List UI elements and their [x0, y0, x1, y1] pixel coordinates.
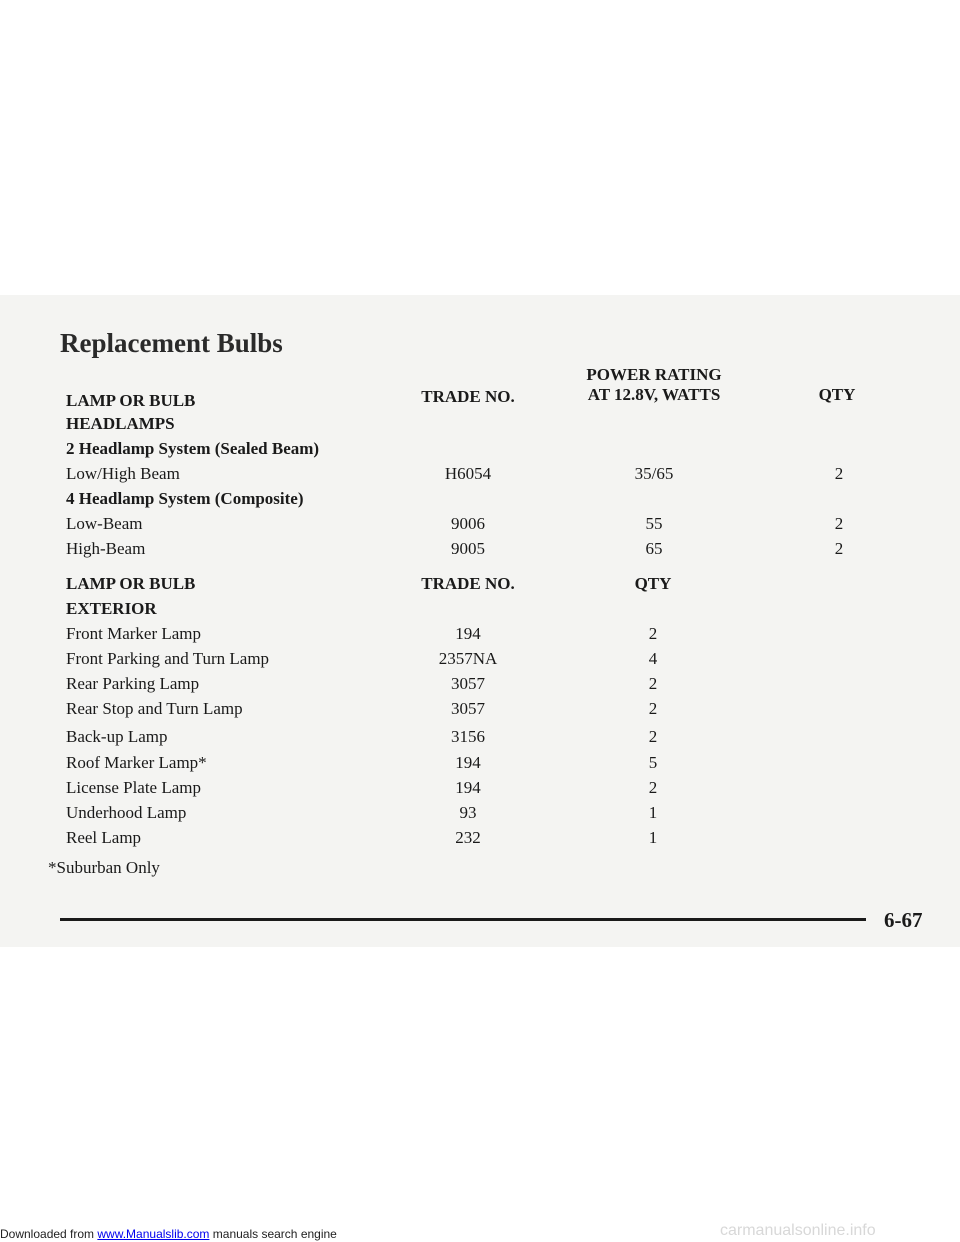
manualslib-link[interactable]: www.Manualslib.com: [97, 1227, 210, 1241]
row-trade: 194: [455, 753, 481, 772]
row-name: High-Beam: [66, 539, 146, 558]
row-name: License Plate Lamp: [66, 778, 202, 797]
header-lamp-or-bulb-exterior: LAMP OR BULB: [66, 574, 196, 593]
page-title: Replacement Bulbs: [60, 328, 283, 358]
row-trade: 194: [455, 778, 481, 797]
row-trade: 232: [455, 828, 481, 847]
header-trade-no: TRADE NO.: [421, 387, 515, 406]
row-trade: 9006: [451, 514, 485, 533]
row-power: 55: [645, 514, 663, 533]
row-qty: 2: [648, 674, 658, 693]
section-exterior: EXTERIOR: [66, 599, 157, 618]
row-name: Rear Stop and Turn Lamp: [66, 699, 243, 718]
row-qty: 1: [648, 803, 658, 822]
row-trade: 2357NA: [438, 649, 498, 668]
row-qty: 5: [648, 753, 658, 772]
row-qty: 2: [834, 539, 844, 558]
row-qty: 2: [648, 699, 658, 718]
row-qty: 2: [648, 727, 658, 746]
footer-rule: [60, 918, 866, 921]
row-trade: H6054: [444, 464, 492, 483]
header-lamp-or-bulb: LAMP OR BULB: [66, 391, 196, 410]
header-qty: QTY: [818, 385, 856, 404]
row-name: Back-up Lamp: [66, 727, 168, 746]
row-name: Low/High Beam: [66, 464, 180, 483]
row-qty: 4: [648, 649, 658, 668]
watermark: carmanualsonline.info: [720, 1222, 876, 1239]
header-power-rating-line1: POWER RATING: [586, 365, 722, 384]
footnote: *Suburban Only: [48, 858, 160, 877]
row-power: 35/65: [634, 464, 674, 483]
row-name: Front Parking and Turn Lamp: [66, 649, 270, 668]
row-name: Low-Beam: [66, 514, 143, 533]
header-power-rating-line2: AT 12.8V, WATTS: [587, 385, 721, 404]
row-power: 65: [645, 539, 663, 558]
row-name: Front Marker Lamp: [66, 624, 202, 643]
row-trade: 3057: [451, 674, 485, 693]
row-trade: 93: [459, 803, 477, 822]
row-qty: 2: [648, 624, 658, 643]
group-4-headlamp-system: 4 Headlamp System (Composite): [66, 489, 304, 508]
group-2-headlamp-system: 2 Headlamp System (Sealed Beam): [66, 439, 320, 458]
row-name: Roof Marker Lamp*: [66, 753, 207, 772]
row-name: Rear Parking Lamp: [66, 674, 200, 693]
row-name: Reel Lamp: [66, 828, 142, 847]
row-trade: 3156: [451, 727, 485, 746]
row-qty: 2: [834, 514, 844, 533]
row-trade: 9005: [451, 539, 485, 558]
row-qty: 1: [648, 828, 658, 847]
footer-suffix: manuals search engine: [209, 1227, 337, 1241]
row-qty: 2: [834, 464, 844, 483]
header-qty-exterior: QTY: [634, 574, 672, 593]
section-headlamps: HEADLAMPS: [66, 414, 175, 433]
row-trade: 194: [455, 624, 481, 643]
header-trade-no-exterior: TRADE NO.: [421, 574, 515, 593]
footer-prefix: Downloaded from: [0, 1227, 98, 1241]
download-footer: [0, 1227, 337, 1241]
row-trade: 3057: [451, 699, 485, 718]
row-qty: 2: [648, 778, 658, 797]
page-number: 6-67: [884, 908, 923, 932]
row-name: Underhood Lamp: [66, 803, 187, 822]
